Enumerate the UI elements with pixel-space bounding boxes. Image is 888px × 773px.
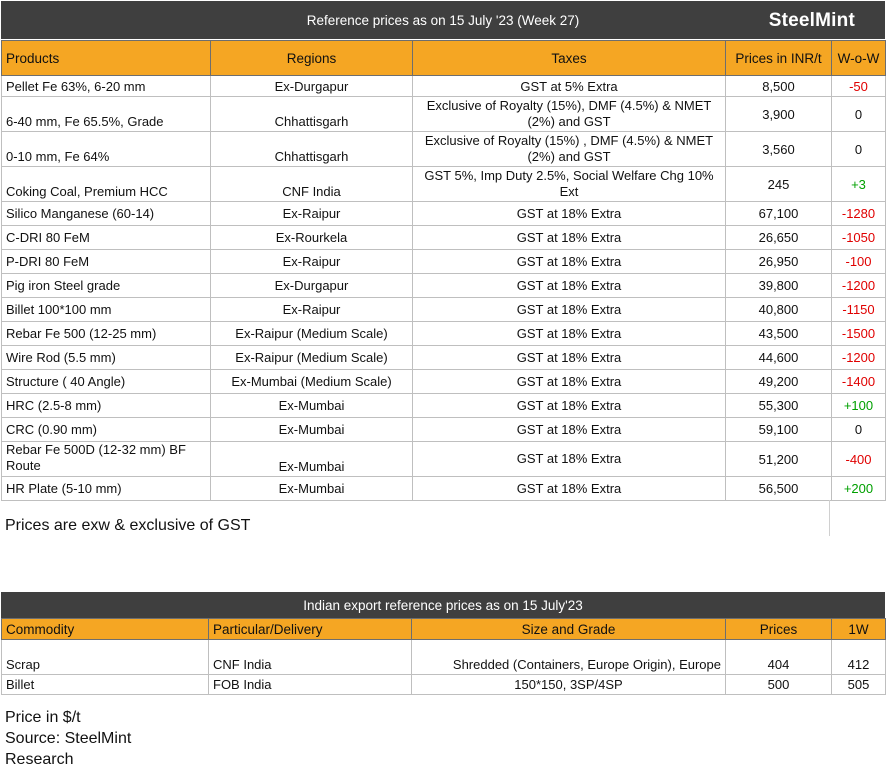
table-row xyxy=(2,322,886,346)
region-cell: Ex-Rourkela xyxy=(211,226,413,250)
export-section-title: Indian export reference prices as on 15 July'23 xyxy=(303,597,583,613)
taxes-cell: GST at 18% Extra xyxy=(413,322,726,346)
product-cell: 6-40 mm, Fe 65.5%, Grade xyxy=(2,97,211,132)
wow-cell: -1150 xyxy=(832,298,886,322)
region-cell: Ex-Mumbai xyxy=(211,394,413,418)
product-cell: Wire Rod (5.5 mm) xyxy=(2,346,211,370)
export-price-cell: 500 xyxy=(726,675,832,695)
col-header-commodity: Commodity xyxy=(2,619,209,640)
delivery-cell: CNF India xyxy=(209,640,412,675)
table-row xyxy=(2,226,886,250)
price-cell: 245 xyxy=(726,167,832,202)
product-cell: Structure ( 40 Angle) xyxy=(2,370,211,394)
wow-cell: +3 xyxy=(832,167,886,202)
wow-cell: +100 xyxy=(832,394,886,418)
wow-cell: 0 xyxy=(832,97,886,132)
wow-cell: 0 xyxy=(832,418,886,442)
table-row xyxy=(2,477,886,501)
region-cell: Chhattisgarh xyxy=(211,97,413,132)
price-cell: 56,500 xyxy=(726,477,832,501)
taxes-cell: GST at 18% Extra xyxy=(413,394,726,418)
steelmint-logo xyxy=(769,10,855,32)
product-cell: P-DRI 80 FeM xyxy=(2,250,211,274)
export-header-row xyxy=(2,619,886,640)
product-cell: Pellet Fe 63%, 6-20 mm xyxy=(2,76,211,97)
table-row xyxy=(2,97,886,132)
region-cell: Ex-Raipur xyxy=(211,250,413,274)
divider xyxy=(829,500,830,536)
export-1w-cell: 505 xyxy=(832,675,886,695)
region-cell: Ex-Raipur (Medium Scale) xyxy=(211,322,413,346)
wow-cell: -100 xyxy=(832,250,886,274)
col-header-taxes: Taxes xyxy=(413,41,726,76)
price-cell: 3,900 xyxy=(726,97,832,132)
source-note-2: Research xyxy=(5,751,74,768)
col-header-1w: 1W xyxy=(832,619,886,640)
price-cell: 44,600 xyxy=(726,346,832,370)
col-header-size-grade: Size and Grade xyxy=(412,619,726,640)
col-header-products: Products xyxy=(2,41,211,76)
taxes-cell: GST at 18% Extra xyxy=(413,226,726,250)
price-cell: 43,500 xyxy=(726,322,832,346)
reference-price-table xyxy=(1,40,886,501)
region-cell: Ex-Durgapur xyxy=(211,76,413,97)
price-cell: 55,300 xyxy=(726,394,832,418)
wow-cell: 0 xyxy=(832,132,886,167)
product-cell: C-DRI 80 FeM xyxy=(2,226,211,250)
taxes-cell: GST at 18% Extra xyxy=(413,298,726,322)
taxes-cell: GST at 5% Extra xyxy=(413,76,726,97)
region-cell: Ex-Durgapur xyxy=(211,274,413,298)
table-row xyxy=(2,132,886,167)
price-cell: 51,200 xyxy=(726,442,832,477)
commodity-cell: Scrap xyxy=(2,640,209,675)
price-cell: 8,500 xyxy=(726,76,832,97)
table-row xyxy=(2,274,886,298)
price-cell: 26,650 xyxy=(726,226,832,250)
col-header-wow: W-o-W xyxy=(832,41,886,76)
page-title: Reference prices as on 15 July '23 (Week 27) xyxy=(306,12,580,28)
grade-cell: 150*150, 3SP/4SP xyxy=(412,675,726,695)
commodity-cell: Billet xyxy=(2,675,209,695)
price-cell: 49,200 xyxy=(726,370,832,394)
region-cell: Chhattisgarh xyxy=(211,132,413,167)
export-row xyxy=(2,675,886,695)
col-header-delivery: Particular/Delivery xyxy=(209,619,412,640)
table-row xyxy=(2,346,886,370)
price-cell: 3,560 xyxy=(726,132,832,167)
product-cell: Rebar Fe 500 (12-25 mm) xyxy=(2,322,211,346)
export-price-table xyxy=(1,618,886,695)
taxes-cell: GST at 18% Extra xyxy=(413,274,726,298)
export-row xyxy=(2,640,886,675)
export-price-cell: 404 xyxy=(726,640,832,675)
product-cell: Billet 100*100 mm xyxy=(2,298,211,322)
source-note: Source: SteelMint xyxy=(5,730,132,747)
logo-text: SteelMint xyxy=(768,10,855,31)
region-cell: Ex-Mumbai xyxy=(211,442,413,477)
region-cell: Ex-Raipur xyxy=(211,202,413,226)
col-header-export-prices: Prices xyxy=(726,619,832,640)
table-row xyxy=(2,298,886,322)
table-row xyxy=(2,394,886,418)
price-cell: 26,950 xyxy=(726,250,832,274)
table-row xyxy=(2,418,886,442)
wow-cell: -1200 xyxy=(832,274,886,298)
delivery-cell: FOB India xyxy=(209,675,412,695)
table-row xyxy=(2,250,886,274)
product-cell: 0-10 mm, Fe 64% xyxy=(2,132,211,167)
product-cell: Pig iron Steel grade xyxy=(2,274,211,298)
table-row xyxy=(2,167,886,202)
table-header-row xyxy=(2,41,886,76)
export-1w-cell: 412 xyxy=(832,640,886,675)
wow-cell: -1050 xyxy=(832,226,886,250)
price-cell: 67,100 xyxy=(726,202,832,226)
grade-cell: Shredded (Containers, Europe Origin), Europe xyxy=(412,640,726,675)
wow-cell: -1280 xyxy=(832,202,886,226)
unit-note: Price in $/t xyxy=(5,709,81,726)
wow-cell: -1200 xyxy=(832,346,886,370)
product-cell: Rebar Fe 500D (12-32 mm) BF Route xyxy=(2,442,211,477)
region-cell: Ex-Mumbai xyxy=(211,418,413,442)
region-cell: Ex-Raipur xyxy=(211,298,413,322)
table-row xyxy=(2,76,886,97)
price-note: Prices are exw & exclusive of GST xyxy=(5,517,251,534)
taxes-cell: GST at 18% Extra xyxy=(413,202,726,226)
taxes-cell: GST at 18% Extra xyxy=(413,477,726,501)
taxes-cell: Exclusive of Royalty (15%), DMF (4.5%) & NMET (2%) and GST xyxy=(413,97,726,132)
product-cell: Silico Manganese (60-14) xyxy=(2,202,211,226)
table-row xyxy=(2,442,886,477)
title-bar xyxy=(1,1,885,39)
price-cell: 40,800 xyxy=(726,298,832,322)
region-cell: Ex-Mumbai (Medium Scale) xyxy=(211,370,413,394)
col-header-regions: Regions xyxy=(211,41,413,76)
price-cell: 59,100 xyxy=(726,418,832,442)
price-cell: 39,800 xyxy=(726,274,832,298)
table-row xyxy=(2,370,886,394)
taxes-cell: GST 5%, Imp Duty 2.5%, Social Welfare Chg 10% Ext xyxy=(413,167,726,202)
taxes-cell: GST at 18% Extra xyxy=(413,370,726,394)
taxes-cell: GST at 18% Extra xyxy=(413,250,726,274)
wow-cell: +200 xyxy=(832,477,886,501)
col-header-prices: Prices in INR/t xyxy=(726,41,832,76)
table-row xyxy=(2,202,886,226)
product-cell: HR Plate (5-10 mm) xyxy=(2,477,211,501)
taxes-cell: GST at 18% Extra xyxy=(413,346,726,370)
taxes-cell: GST at 18% Extra xyxy=(413,418,726,442)
region-cell: Ex-Mumbai xyxy=(211,477,413,501)
product-cell: HRC (2.5-8 mm) xyxy=(2,394,211,418)
product-cell: CRC (0.90 mm) xyxy=(2,418,211,442)
wow-cell: -400 xyxy=(832,442,886,477)
export-section-title-bar xyxy=(1,592,885,618)
taxes-cell: GST at 18% Extra xyxy=(413,442,726,477)
region-cell: CNF India xyxy=(211,167,413,202)
product-cell: Coking Coal, Premium HCC xyxy=(2,167,211,202)
region-cell: Ex-Raipur (Medium Scale) xyxy=(211,346,413,370)
wow-cell: -50 xyxy=(832,76,886,97)
taxes-cell: Exclusive of Royalty (15%) , DMF (4.5%) & NMET (2%) and GST xyxy=(413,132,726,167)
wow-cell: -1500 xyxy=(832,322,886,346)
wow-cell: -1400 xyxy=(832,370,886,394)
